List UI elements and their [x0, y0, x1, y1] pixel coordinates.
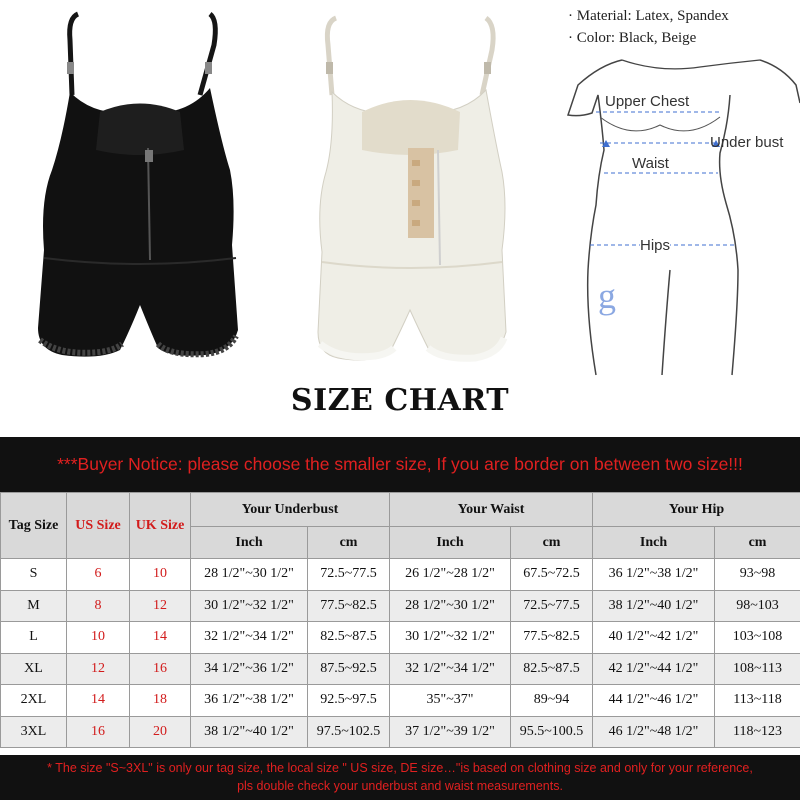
table-row [1, 622, 800, 654]
underbust-inch-header: Inch [191, 527, 308, 559]
table-row [1, 559, 800, 591]
measurement-info-panel [560, 0, 800, 380]
watermark-letter: g [598, 276, 616, 316]
tag-size-cell: M [1, 590, 67, 622]
underbust-inch-cell: 38 1/2"~40 1/2" [191, 716, 308, 748]
material-text: · Material: Latex, Spandex [568, 8, 729, 24]
tag-size-cell: S [1, 559, 67, 591]
us-size-cell: 16 [67, 716, 130, 748]
tag-size-cell: XL [1, 653, 67, 685]
underbust-inch-cell: 28 1/2"~30 1/2" [191, 559, 308, 591]
underbust-cm-cell: 72.5~77.5 [308, 559, 390, 591]
under-bust-label: Under bust [710, 134, 784, 151]
size-chart-table [0, 492, 800, 748]
waist-inch-cell: 37 1/2"~39 1/2" [390, 716, 511, 748]
us-size-header: US Size [67, 493, 130, 559]
beige-bodysuit-photo [270, 0, 550, 380]
us-size-cell: 10 [67, 622, 130, 654]
upper-chest-label: Upper Chest [605, 93, 690, 110]
hip-cm-cell: 98~103 [715, 590, 800, 622]
footer-disclaimer [0, 755, 800, 800]
underbust-cm-cell: 87.5~92.5 [308, 653, 390, 685]
underbust-inch-cell: 34 1/2"~36 1/2" [191, 653, 308, 685]
footer-line-2: pls double check your underbust and waist measurements. [237, 779, 563, 793]
hip-header: Your Hip [593, 493, 800, 527]
uk-size-cell: 14 [130, 622, 191, 654]
hip-inch-cell: 44 1/2"~46 1/2" [593, 685, 715, 717]
hip-cm-cell: 103~108 [715, 622, 800, 654]
underbust-header: Your Underbust [191, 493, 390, 527]
waist-cm-cell: 95.5~100.5 [511, 716, 593, 748]
hip-inch-cell: 46 1/2"~48 1/2" [593, 716, 715, 748]
tag-size-cell: L [1, 622, 67, 654]
hips-label: Hips [640, 237, 671, 254]
table-row [1, 653, 800, 685]
footer-line-1: * The size "S~3XL" is only our tag size, the local size " US size, DE size…"is based on clothing size and only for your reference, [47, 761, 753, 775]
color-text: · Color: Black, Beige [568, 30, 697, 46]
hip-cm-cell: 118~123 [715, 716, 800, 748]
table-row [1, 685, 800, 717]
underbust-inch-cell: 30 1/2"~32 1/2" [191, 590, 308, 622]
waist-header: Your Waist [390, 493, 593, 527]
us-size-cell: 12 [67, 653, 130, 685]
waist-cm-cell: 72.5~77.5 [511, 590, 593, 622]
waist-cm-cell: 67.5~72.5 [511, 559, 593, 591]
black-bodysuit-photo [0, 0, 270, 380]
waist-inch-cell: 35"~37" [390, 685, 511, 717]
uk-size-cell: 16 [130, 653, 191, 685]
waist-inch-cell: 30 1/2"~32 1/2" [390, 622, 511, 654]
hip-cm-header: cm [715, 527, 800, 559]
underbust-inch-cell: 36 1/2"~38 1/2" [191, 685, 308, 717]
uk-size-header: UK Size [130, 493, 191, 559]
size-chart-title: SIZE CHART [290, 383, 510, 418]
uk-size-cell: 20 [130, 716, 191, 748]
underbust-cm-cell: 77.5~82.5 [308, 590, 390, 622]
waist-inch-cell: 32 1/2"~34 1/2" [390, 653, 511, 685]
uk-size-cell: 18 [130, 685, 191, 717]
us-size-cell: 14 [67, 685, 130, 717]
us-size-cell: 8 [67, 590, 130, 622]
hip-cm-cell: 113~118 [715, 685, 800, 717]
waist-cm-cell: 82.5~87.5 [511, 653, 593, 685]
buyer-notice-banner: ***Buyer Notice: please choose the smaller size, If you are border on between two size!!! [0, 437, 800, 492]
hip-inch-cell: 36 1/2"~38 1/2" [593, 559, 715, 591]
underbust-cm-cell: 97.5~102.5 [308, 716, 390, 748]
waist-label: Waist [632, 155, 669, 172]
underbust-cm-cell: 82.5~87.5 [308, 622, 390, 654]
waist-cm-cell: 89~94 [511, 685, 593, 717]
underbust-cm-header: cm [308, 527, 390, 559]
uk-size-cell: 10 [130, 559, 191, 591]
waist-inch-cell: 28 1/2"~30 1/2" [390, 590, 511, 622]
hip-cm-cell: 93~98 [715, 559, 800, 591]
hip-cm-cell: 108~113 [715, 653, 800, 685]
hip-inch-cell: 38 1/2"~40 1/2" [593, 590, 715, 622]
tag-size-header: Tag Size [1, 493, 67, 559]
waist-inch-cell: 26 1/2"~28 1/2" [390, 559, 511, 591]
table-row [1, 590, 800, 622]
uk-size-cell: 12 [130, 590, 191, 622]
us-size-cell: 6 [67, 559, 130, 591]
hip-inch-cell: 42 1/2"~44 1/2" [593, 653, 715, 685]
underbust-cm-cell: 92.5~97.5 [308, 685, 390, 717]
waist-cm-header: cm [511, 527, 593, 559]
waist-inch-header: Inch [390, 527, 511, 559]
underbust-inch-cell: 32 1/2"~34 1/2" [191, 622, 308, 654]
hip-inch-header: Inch [593, 527, 715, 559]
tag-size-cell: 3XL [1, 716, 67, 748]
tag-size-cell: 2XL [1, 685, 67, 717]
hip-inch-cell: 40 1/2"~42 1/2" [593, 622, 715, 654]
waist-cm-cell: 77.5~82.5 [511, 622, 593, 654]
table-row [1, 716, 800, 748]
